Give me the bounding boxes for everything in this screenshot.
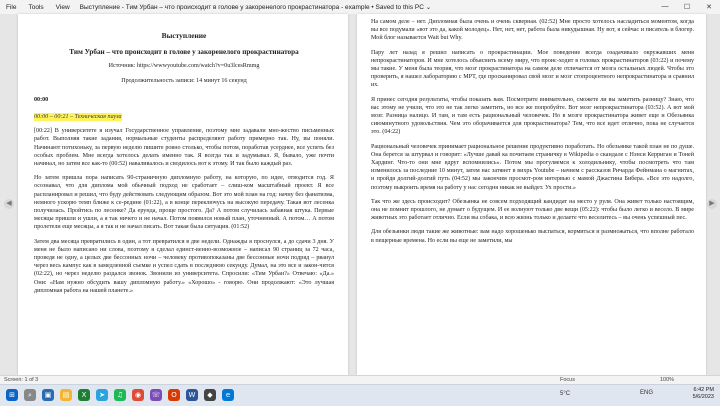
menu-tools[interactable]: Tools [28, 3, 44, 11]
maximize-button[interactable]: ☐ [683, 4, 691, 11]
paragraph: Для обезьянки люди такие же животные: вам надо хорошенько выспаться, кормиться и размножаться, что вполне работало в пещерные времена. Но если вы еще не заметили, мы [371, 229, 694, 244]
source-link[interactable]: Источник: https://wwwyoutube.com/watch?v=0u3lcesRmmg [108, 63, 260, 70]
paragraph: Рациональный человечек принимает рациональное решение продуктивно поработать. Но обезьянке такой план не по душе. Она берется за штурвал и говорит: «Лучше давай ка почитаем страничку в Wikipedia о скандале с Нэнси Керриган и Тоней Хардинг. Что-то они мне вдруг вспомнились». Потом мы прогуляемся к холодильнику, чтобы посмотреть что там изменилось за последние 10 минут, затем нас затянет в вихрь Youtube – начнем с рассказов Ричарда Фейнмана о магнитах, и пройдя долгий-долгий путь (04:52) мы закончим просмот-ром интервью с мамой Джастина Бибера. «Все это надолго, поэтому выкроить время на работу у нас сегодня никак не выйдет. Ух прости.» [371, 143, 694, 191]
word-icon[interactable]: W [186, 389, 198, 401]
paragraph: Пару лет назад я решил написать о прокрастинации. Мое поведение всегда озадачивало окружавших меня непрокрастинаторов. И мне хотелось объяснить всему миру, что проис-ходит в головах прокрастинаторов (03:22) и почему мы такие. У меня была теория, что мозг прокрастинатора на самом деле отличается от мозга остальных людей. Чтобы это проверить, я нашел лабораторию с МРТ, где просканировал свой мозг и мозг стопроцентного непрокрастинатора и сравнил их. [371, 49, 694, 89]
document-viewer[interactable] [0, 14, 720, 375]
paragraph: Так что же здесь происходит? Обезьянка не совсем подходящий кандидат на место у руля. Она живет только настоящим, она не помнит прошлого, не думает о будущем. И ее волнуют только две вещи (05:22): чтобы было легко и весело. В мире животных это работает отлично. Если вы собака, и всю жизнь только и делаете что веселитесь – вы очень успешный пес. [371, 198, 694, 222]
title-bar [0, 0, 720, 15]
app-icon[interactable]: ◆ [204, 389, 216, 401]
previous-page-icon[interactable]: ◀ [4, 199, 14, 209]
spotify-icon[interactable]: ♫ [114, 389, 126, 401]
task-view-icon[interactable]: ▣ [42, 389, 54, 401]
file-explorer-icon[interactable]: ▤ [60, 389, 72, 401]
left-page [18, 14, 348, 375]
paragraph: На самом деле – нет. Дипломная была очень и очень скверная. (02:52) Мне просто хотелось насладиться моментом, когда вы все подумали «вот это да, какой молодец». Нет, нет, нет, работа была никудышная. Ну вот, я сейчас и писатель и блогер. Мой блог называется Wait but Why. [371, 19, 694, 42]
language-indicator[interactable]: ENG [640, 390, 654, 396]
document-title: Выступление [161, 31, 207, 40]
clock[interactable] [693, 387, 714, 401]
browser-icon[interactable]: ◉ [132, 389, 144, 401]
chapter-highlight: 00:00 – 00:21 – Техническая пауза [34, 114, 122, 121]
paragraph: Затем два месяца превратились в один, а тот превратился в две недели. Однажды я проснулся, а до сдачи 3 дня. У меня не было написано ни слова, поэтому я сделал единст-венно-возможное – написал 90 страниц за 72 часа, проведя не одну, а целых две бессонных ночи – человеку противопоказаны две бессонные ночи подряд – рванул через весь кампус как в замедленной съемке и успел сдать в последнюю секунду. Думал, на это все и закон-чится (02:22), но через неделю раздался звонок. Звонили из университета. Спросили: «Тим Урбан?» Отвечаю: «Да.» Они: «Нам нужно обсудить вашу дипломную работу.» «Хорошо» - говорю. Они продолжают: «Это лучшая дипломная работа на нашей планете.» [34, 238, 334, 294]
menu-file[interactable]: File [6, 3, 17, 11]
screen-indicator: Screen: 1 of 3 [4, 377, 39, 383]
clock-time: 6:42 PM [693, 387, 714, 393]
viber-icon[interactable]: ☏ [151, 391, 161, 399]
search-icon[interactable]: ⌕ [24, 389, 36, 401]
close-button[interactable]: ✕ [706, 4, 712, 11]
window-title: Выступление - Тим Урбан – что происходит в голове у закоренелого прокрастинатора - example • Saved to this PC ⌄ [79, 4, 432, 11]
timecode-heading: 00:00 [34, 96, 49, 103]
taskbar [0, 384, 720, 406]
excel-icon[interactable]: X [78, 389, 90, 401]
telegram-icon[interactable]: ➤ [96, 389, 108, 401]
edge-icon[interactable]: e [222, 389, 234, 401]
minimize-button[interactable]: — [661, 3, 669, 10]
next-page-icon[interactable]: ▶ [707, 199, 717, 209]
start-icon[interactable]: ⊞ [6, 389, 18, 401]
paragraph: Но затем пришла пора написать 90-страничную дипломную работу, на которую, по идее, отводится год. Я осознавал, что для диплома мой обычный подход не сработает – слиш-ком масштабный проект. Я все распланировал и решил, что буду действовать следующим образом. Вот это мой план на год: начну без фанатизма, немного ускорю темп ближе к се-редине (01:22), а в конце переключусь на высокую передачу. Такая вот лесенка получилась. Пройтись по лесенке? Да ерунда, проще простого. Да? А потом случилась забавная штука. Первые месяцы пришли и ушли, а я так ничего и не начал. Потом появился новый план, уточненный. А потом… А потом пролетели еще месяцы, а я так и не начал писать. Вот такая была ситуация. (01:52) [34, 175, 334, 231]
weather-widget[interactable]: 5°C [560, 391, 571, 397]
paragraph: [00:22] В университете я изучал Государственное управление, поэтому мне задавали мно-жество письменных работ. Выполняя такие задания, нормальные студенты распределяют работу примерно так. Ну, вы поняли. Начинают потихоньку, за первую неделю пишите ровно столько, чтобы потом, поработав усерднее, все успеть без особых проблем. Мне всегда хотелось делать именно так. Я всегда так и задумывал. Я, бывало, уже почти начинал, но затем все как-то (00:52) наваливалось и сводилось вот к этому. И так было каждый раз. [34, 128, 334, 168]
clock-date: 5/6/2023 [692, 394, 714, 400]
zoom-level[interactable]: 100% [660, 377, 675, 383]
recording-duration: Продолжительность записи: 14 минут 16 секунд [121, 77, 247, 84]
focus-button[interactable]: Focus [560, 377, 575, 383]
right-page [357, 14, 706, 375]
menu-view[interactable]: View [55, 3, 70, 11]
office-icon[interactable]: O [168, 389, 180, 401]
paragraph: Я принес сегодня результаты, чтобы показать вам. Посмотрите внимательно, сможете ли вы заметить разницу? Знаю, что вас этому не учили, что это не так легко заметить, но все же попробуйте. Вот мозг непрокрастинатора (03:52). А вот мой мозг. Разница налицо. И там, и там есть рациональный человечек. Но в мозге прокрастинатора живет еще и Обезьянка сиюминутного удовольствия. Чем это оборачивается для прокрастинатора? Тем, что все идет отлично, пока не случается это. (04:22) [371, 96, 694, 136]
document-subtitle: Тим Урбан – что происходит в голове у закоренелого прокрастинатора [69, 48, 299, 57]
